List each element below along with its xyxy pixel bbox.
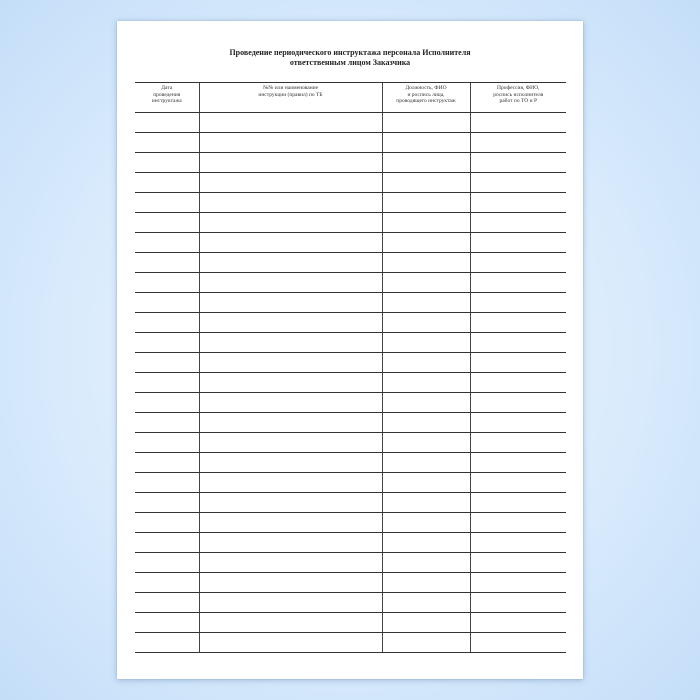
cell-date — [135, 213, 199, 233]
cell-executor — [470, 213, 566, 233]
cell-date — [135, 473, 199, 493]
cell-executor — [470, 633, 566, 653]
cell-instruction — [199, 613, 382, 633]
cell-instruction — [199, 353, 382, 373]
cell-executor — [470, 293, 566, 313]
header-instruction: №№ или наименование инструкции (правил) по ТБ — [199, 83, 382, 113]
table-row — [135, 553, 566, 573]
cell-instructor — [382, 173, 470, 193]
cell-instructor — [382, 253, 470, 273]
cell-instructor — [382, 333, 470, 353]
cell-executor — [470, 613, 566, 633]
cell-executor — [470, 453, 566, 473]
table-row — [135, 153, 566, 173]
cell-executor — [470, 153, 566, 173]
cell-instruction — [199, 533, 382, 553]
title-line-1: Проведение периодического инструктажа персонала Исполнителя — [229, 48, 471, 57]
cell-instruction — [199, 133, 382, 153]
table-row — [135, 413, 566, 433]
cell-date — [135, 393, 199, 413]
table-row — [135, 253, 566, 273]
cell-executor — [470, 333, 566, 353]
instruction-log-table — [135, 82, 566, 653]
table-row — [135, 173, 566, 193]
cell-instructor — [382, 213, 470, 233]
cell-instructor — [382, 193, 470, 213]
table-row — [135, 613, 566, 633]
cell-instruction — [199, 213, 382, 233]
cell-date — [135, 613, 199, 633]
cell-date — [135, 293, 199, 313]
cell-instruction — [199, 293, 382, 313]
cell-instructor — [382, 233, 470, 253]
document-title — [117, 48, 583, 68]
cell-instructor — [382, 553, 470, 573]
cell-instructor — [382, 113, 470, 133]
cell-date — [135, 413, 199, 433]
cell-instructor — [382, 533, 470, 553]
table-row — [135, 433, 566, 453]
cell-instructor — [382, 153, 470, 173]
header-executor: Профессия, ФИО, роспись исполнителя работ по ТО и Р — [470, 83, 566, 113]
title-line-2: ответственным лицом Заказчика — [289, 58, 411, 67]
cell-executor — [470, 473, 566, 493]
cell-executor — [470, 173, 566, 193]
cell-instruction — [199, 453, 382, 473]
cell-executor — [470, 413, 566, 433]
cell-executor — [470, 553, 566, 573]
cell-instructor — [382, 433, 470, 453]
cell-date — [135, 273, 199, 293]
cell-instructor — [382, 313, 470, 333]
table-row — [135, 353, 566, 373]
cell-executor — [470, 353, 566, 373]
header-instructor: Должность, ФИО и роспись лица, проводящего инструктаж — [382, 83, 470, 113]
cell-instructor — [382, 353, 470, 373]
cell-instructor — [382, 133, 470, 153]
table-row — [135, 373, 566, 393]
cell-date — [135, 153, 199, 173]
cell-instruction — [199, 513, 382, 533]
table-row — [135, 273, 566, 293]
cell-executor — [470, 513, 566, 533]
table-row — [135, 113, 566, 133]
cell-date — [135, 533, 199, 553]
cell-instructor — [382, 473, 470, 493]
cell-date — [135, 573, 199, 593]
cell-date — [135, 193, 199, 213]
table-row — [135, 513, 566, 533]
cell-executor — [470, 433, 566, 453]
cell-instruction — [199, 573, 382, 593]
table-row — [135, 493, 566, 513]
cell-instruction — [199, 373, 382, 393]
table-row — [135, 393, 566, 413]
cell-instructor — [382, 393, 470, 413]
cell-date — [135, 513, 199, 533]
cell-instruction — [199, 333, 382, 353]
cell-date — [135, 553, 199, 573]
cell-instruction — [199, 113, 382, 133]
table-row — [135, 573, 566, 593]
cell-date — [135, 313, 199, 333]
cell-instructor — [382, 513, 470, 533]
cell-executor — [470, 393, 566, 413]
cell-executor — [470, 493, 566, 513]
cell-executor — [470, 233, 566, 253]
cell-date — [135, 373, 199, 393]
cell-executor — [470, 593, 566, 613]
cell-instructor — [382, 293, 470, 313]
cell-executor — [470, 373, 566, 393]
cell-date — [135, 633, 199, 653]
cell-executor — [470, 533, 566, 553]
cell-executor — [470, 313, 566, 333]
cell-date — [135, 493, 199, 513]
cell-date — [135, 433, 199, 453]
table-row — [135, 593, 566, 613]
table-row — [135, 233, 566, 253]
cell-instruction — [199, 633, 382, 653]
cell-instruction — [199, 313, 382, 333]
table-row — [135, 313, 566, 333]
cell-executor — [470, 273, 566, 293]
table-row — [135, 453, 566, 473]
cell-instructor — [382, 633, 470, 653]
cell-executor — [470, 573, 566, 593]
cell-date — [135, 233, 199, 253]
table-body — [135, 113, 566, 653]
cell-instruction — [199, 433, 382, 453]
cell-instructor — [382, 413, 470, 433]
cell-instruction — [199, 173, 382, 193]
cell-instruction — [199, 193, 382, 213]
cell-instructor — [382, 453, 470, 473]
cell-executor — [470, 193, 566, 213]
table-row — [135, 293, 566, 313]
cell-executor — [470, 113, 566, 133]
cell-instruction — [199, 413, 382, 433]
table-row — [135, 213, 566, 233]
table-header-row — [135, 83, 566, 113]
cell-date — [135, 113, 199, 133]
cell-executor — [470, 133, 566, 153]
cell-executor — [470, 253, 566, 273]
table-row — [135, 133, 566, 153]
table-row — [135, 333, 566, 353]
cell-instructor — [382, 493, 470, 513]
cell-instructor — [382, 593, 470, 613]
cell-date — [135, 173, 199, 193]
cell-date — [135, 453, 199, 473]
cell-date — [135, 593, 199, 613]
document-sheet — [117, 21, 583, 679]
table-row — [135, 633, 566, 653]
table-row — [135, 533, 566, 553]
table-row — [135, 473, 566, 493]
cell-instruction — [199, 393, 382, 413]
cell-instruction — [199, 473, 382, 493]
cell-instructor — [382, 273, 470, 293]
cell-instructor — [382, 613, 470, 633]
cell-date — [135, 353, 199, 373]
cell-date — [135, 333, 199, 353]
header-date: Дата проведения инструктажа — [135, 83, 199, 113]
cell-instruction — [199, 273, 382, 293]
cell-instruction — [199, 153, 382, 173]
cell-instruction — [199, 553, 382, 573]
cell-instructor — [382, 373, 470, 393]
cell-instruction — [199, 253, 382, 273]
cell-instruction — [199, 233, 382, 253]
cell-instruction — [199, 593, 382, 613]
cell-date — [135, 133, 199, 153]
cell-instructor — [382, 573, 470, 593]
cell-date — [135, 253, 199, 273]
cell-instruction — [199, 493, 382, 513]
table-row — [135, 193, 566, 213]
